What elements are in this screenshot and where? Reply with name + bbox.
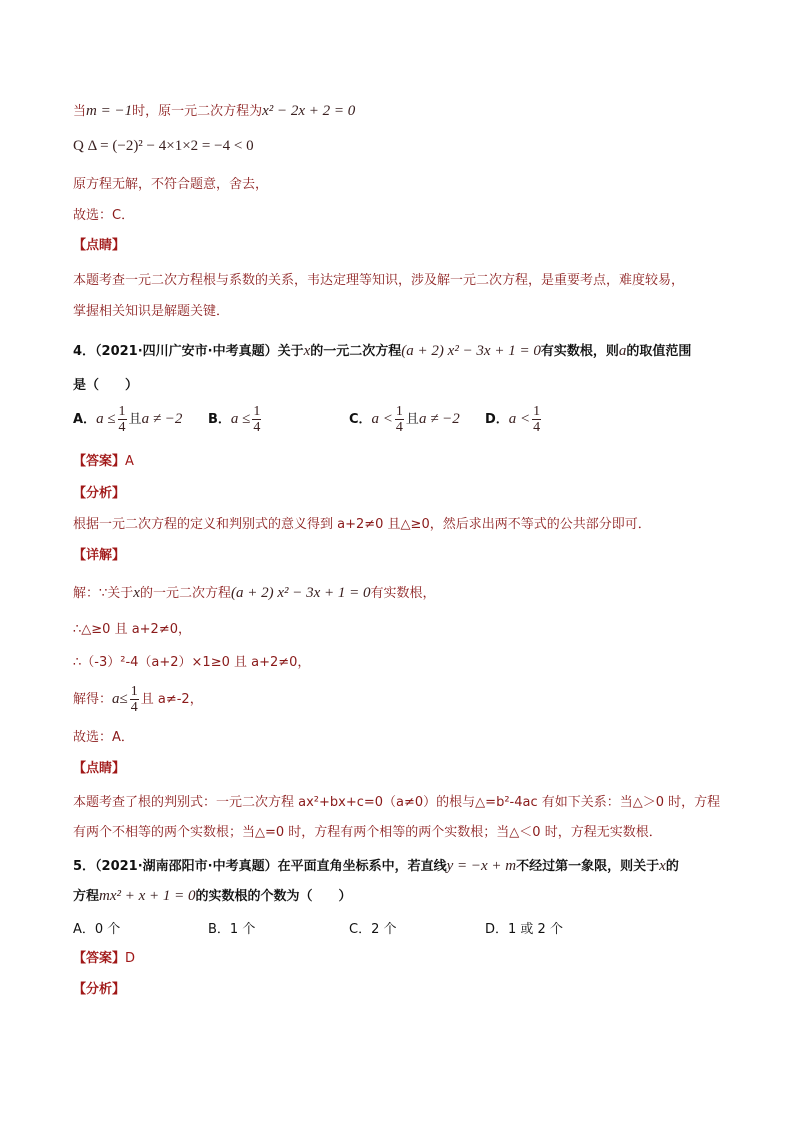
text: 有实数根， xyxy=(370,586,436,601)
math-var: x xyxy=(303,343,311,359)
math-var: x xyxy=(133,585,140,601)
numerator: 1 xyxy=(253,404,261,419)
solution-line-case xyxy=(73,101,355,122)
math-var: a xyxy=(618,343,627,359)
discriminant-line xyxy=(73,136,254,157)
math-expression: a ≠ −2 xyxy=(141,411,183,427)
option-a[interactable]: A．0 个 xyxy=(73,922,121,937)
math-equation: mx² + x + 1 = 0 xyxy=(99,888,196,904)
math-equation: y = −x + m xyxy=(446,858,517,874)
text: 且 a≠-2， xyxy=(140,692,203,707)
section-tag-detail: 【详解】 xyxy=(73,548,126,563)
answer-value: A xyxy=(125,454,134,469)
text: 的取值范围 xyxy=(626,344,692,359)
answer-line xyxy=(73,452,134,472)
text: 的一元二次方程 xyxy=(139,586,231,601)
section-tag-analysis: 【分析】 xyxy=(73,486,126,501)
denominator: 4 xyxy=(533,420,541,435)
text: 且 xyxy=(128,412,142,427)
detail-line-3: ∴（-3）²-4（a+2）×1≥0 且 a+2≠0， xyxy=(73,655,311,670)
denominator: 4 xyxy=(118,420,126,435)
text-line: 本题考查一元二次方程根与系数的关系，韦达定理等知识，涉及解一元二次方程，是重要考点，难度较易， xyxy=(73,273,685,288)
option-label: B． xyxy=(208,412,231,427)
option-c[interactable]: C．2 个 xyxy=(349,922,397,937)
answer-value: D xyxy=(125,951,136,966)
text: 且 xyxy=(405,412,419,427)
math-expression: a ≠ −2 xyxy=(418,411,460,427)
fraction xyxy=(532,404,541,435)
fraction xyxy=(118,404,127,435)
numerator: 1 xyxy=(395,404,403,419)
option-a[interactable] xyxy=(73,404,182,435)
numerator: 1 xyxy=(130,684,138,699)
text: 当 xyxy=(73,104,87,119)
text: 5．（2021·湖南邵阳市·中考真题）在平面直角坐标系中，若直线 xyxy=(73,859,447,874)
option-c[interactable] xyxy=(349,404,460,435)
section-tag-answer: 【答案】 xyxy=(73,454,126,469)
math-expression: a ≤ xyxy=(230,411,251,427)
detail-line-4 xyxy=(73,684,203,715)
answer-line xyxy=(73,949,135,969)
analysis-text: 根据一元二次方程的定义和判别式的意义得到 a+2≠0 且△≥0，然后求出两不等式的公共部分即可． xyxy=(73,517,651,532)
text: 时，原一元二次方程为 xyxy=(132,104,263,119)
math-expression: a≤ xyxy=(112,691,128,707)
text-line: 掌握相关知识是解题关键． xyxy=(73,304,230,319)
detail-line-1 xyxy=(73,583,436,604)
detail-line-2: ∴△≥0 且 a+2≠0， xyxy=(73,622,191,637)
math-var: x xyxy=(659,858,666,874)
point-text-2: 有两个不相等的两个实数根；当△=0 时，方程有两个相等的两个实数根；当△＜0 时，方程无实数根． xyxy=(73,825,662,840)
math-equation: Q Δ = (−2)² − 4×1×2 = −4 < 0 xyxy=(73,138,254,154)
option-d[interactable]: D．1 或 2 个 xyxy=(485,922,563,937)
math-expression: m = −1 xyxy=(86,103,133,119)
denominator: 4 xyxy=(130,700,138,715)
option-b[interactable] xyxy=(208,404,263,435)
text-line: 故选：C． xyxy=(73,208,135,223)
question-5-stem xyxy=(73,856,679,877)
question-5-stem-line2 xyxy=(73,886,352,907)
option-label: A． xyxy=(73,412,97,427)
text: 的 xyxy=(665,859,679,874)
option-label: D． xyxy=(485,412,509,427)
fraction xyxy=(252,404,261,435)
math-equation: x² − 2x + 2 = 0 xyxy=(262,103,356,119)
denominator: 4 xyxy=(395,420,403,435)
numerator: 1 xyxy=(533,404,541,419)
math-expression: a < xyxy=(371,411,393,427)
fraction xyxy=(130,684,139,715)
text: 的一元二次方程 xyxy=(310,344,402,359)
math-expression: a < xyxy=(508,411,531,427)
text: 解：∵关于 xyxy=(73,586,134,601)
option-b[interactable]: B．1 个 xyxy=(208,922,256,937)
section-tag-answer: 【答案】 xyxy=(73,951,126,966)
text: 4．（2021·四川广安市·中考真题）关于 xyxy=(73,344,304,359)
text: 方程 xyxy=(73,889,100,904)
text-line: 原方程无解，不符合题意，舍去， xyxy=(73,177,269,192)
detail-line-5: 故选：A． xyxy=(73,730,134,745)
point-text-1: 本题考查了根的判别式：一元二次方程 ax²+bx+c=0（a≠0）的根与△=b²-4ac 有如下关系：当△＞0 时，方程 xyxy=(73,795,721,810)
option-label: C． xyxy=(349,412,372,427)
section-tag-analysis: 【分析】 xyxy=(73,982,126,997)
text: 有实数根，则 xyxy=(540,344,619,359)
math-equation: (a + 2) x² − 3x + 1 = 0 xyxy=(230,585,371,601)
text: 的实数根的个数为（ ） xyxy=(195,889,352,904)
text: 解得： xyxy=(73,692,113,707)
question-4-stem xyxy=(73,341,691,362)
fraction xyxy=(395,404,404,435)
denominator: 4 xyxy=(253,420,261,435)
math-equation: (a + 2) x² − 3x + 1 = 0 xyxy=(401,343,541,359)
numerator: 1 xyxy=(118,404,126,419)
section-tag-point: 【点睛】 xyxy=(73,238,126,253)
question-4-stem-line2: 是（ ） xyxy=(73,378,139,393)
option-d[interactable] xyxy=(485,404,543,435)
text: 不经过第一象限，则关于 xyxy=(516,859,660,874)
section-tag-point: 【点睛】 xyxy=(73,761,126,776)
math-expression: a ≤ xyxy=(96,411,116,427)
